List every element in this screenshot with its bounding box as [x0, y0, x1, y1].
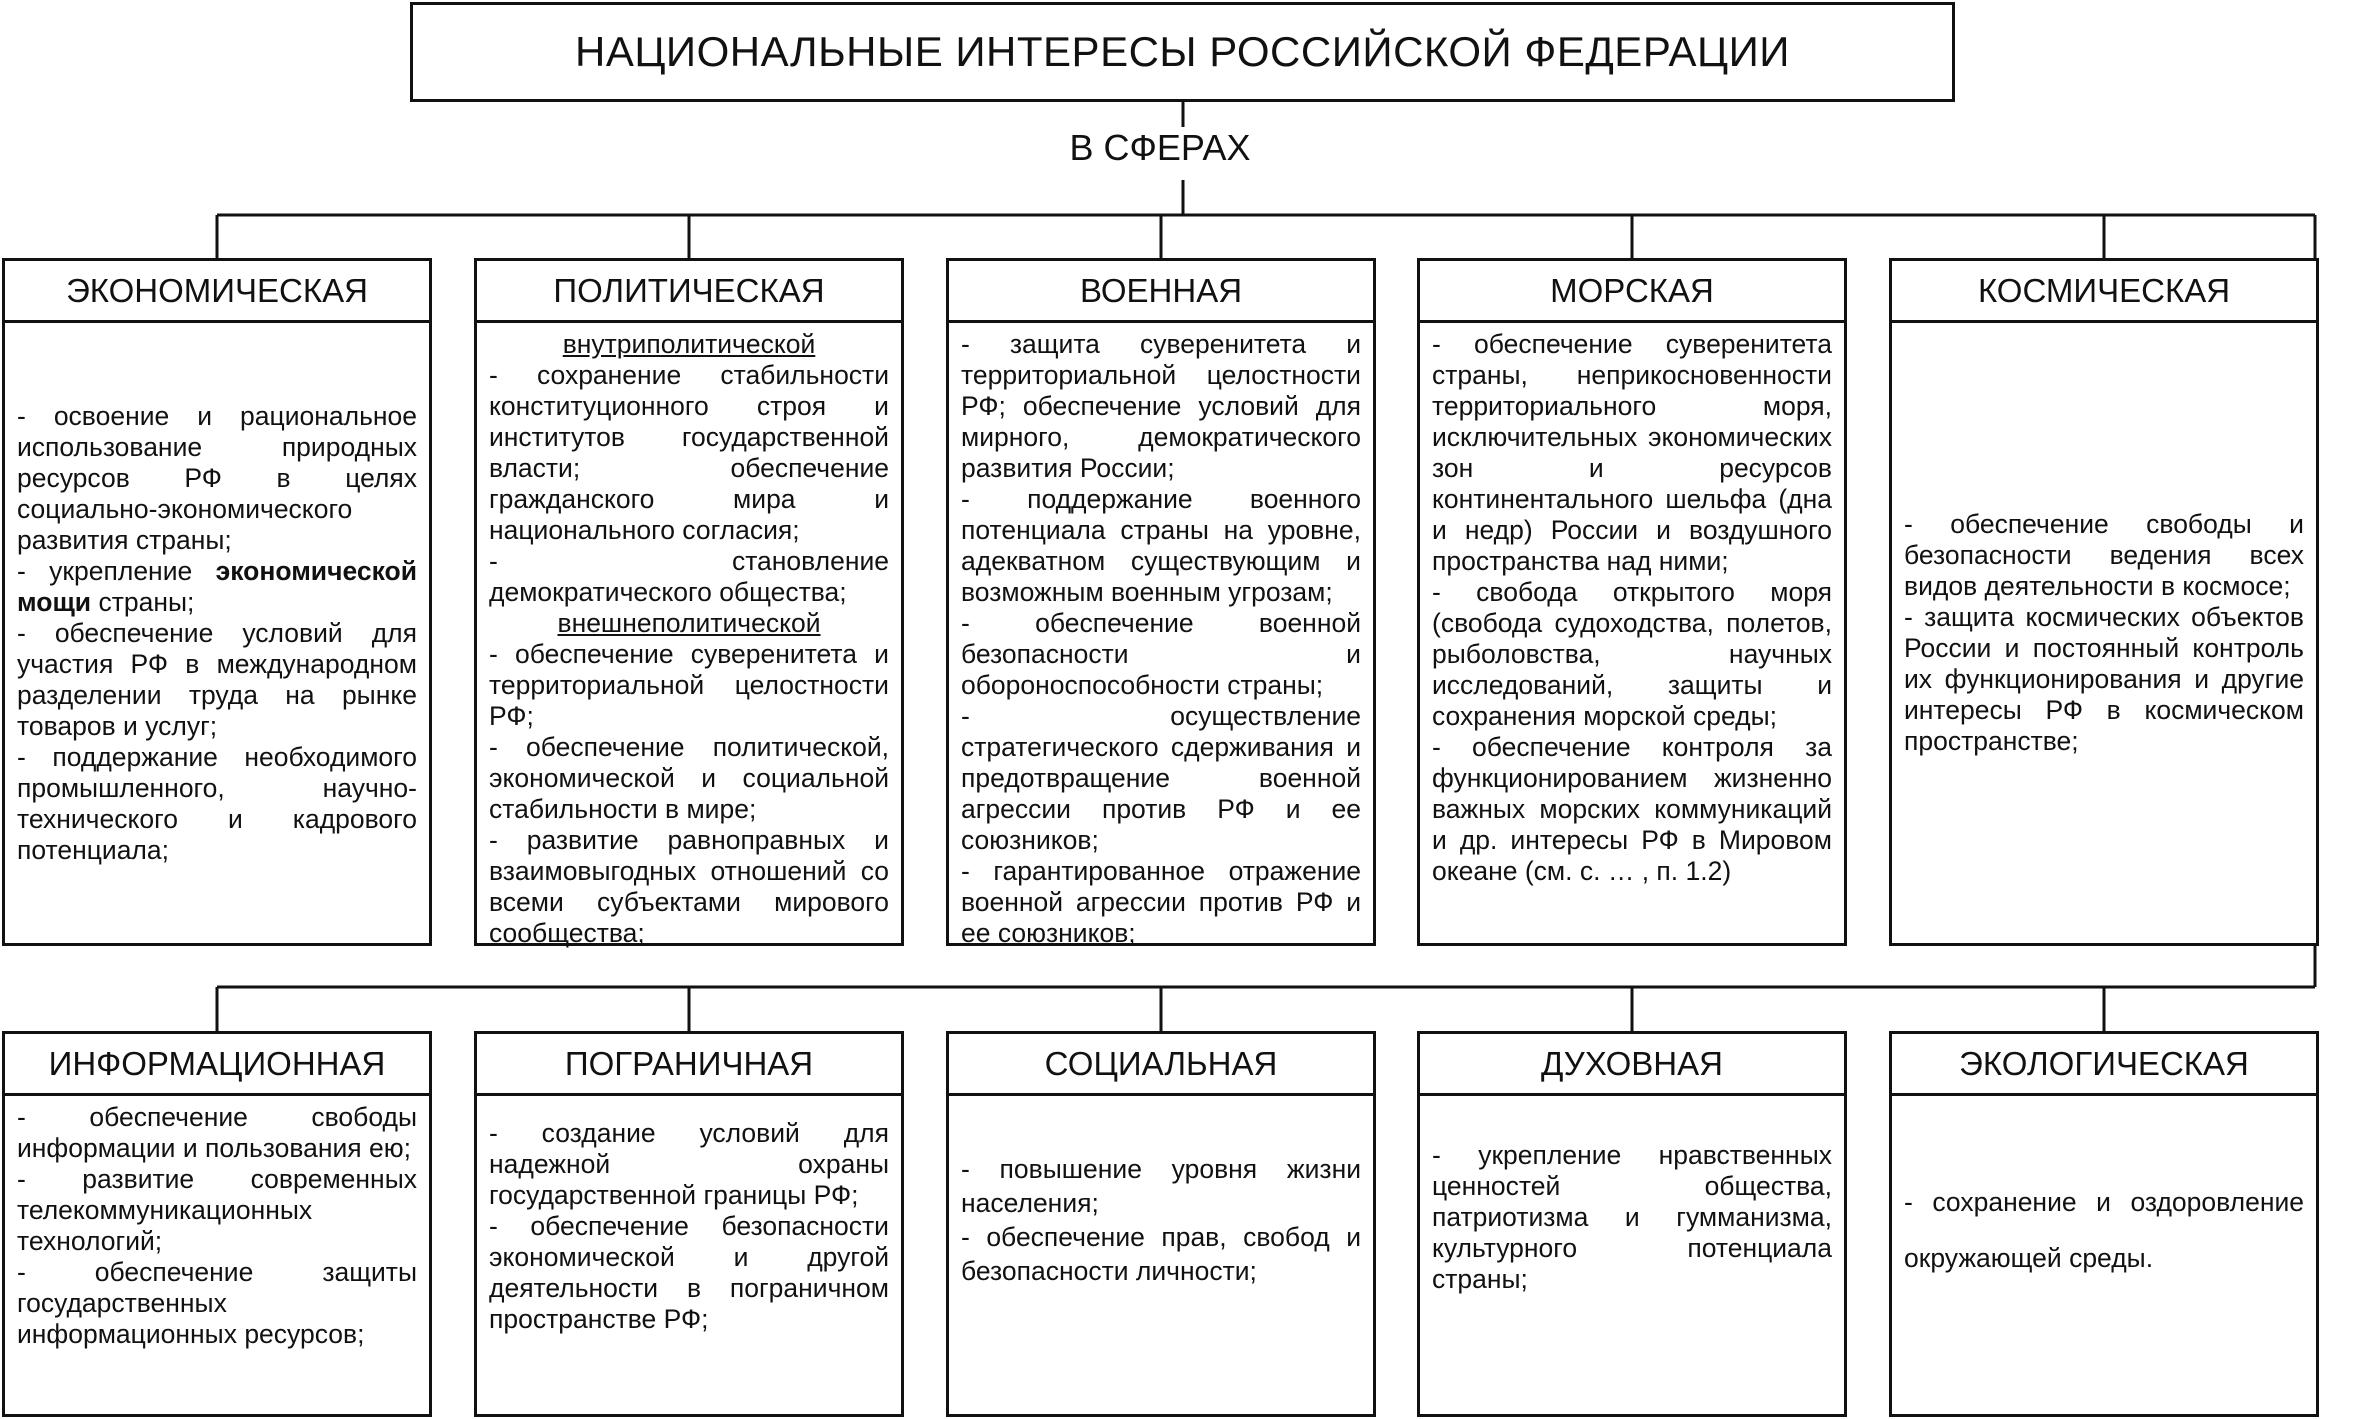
sphere-political-body [477, 323, 901, 948]
list-item: - создание условий для надежной охраны государственной границы РФ; [489, 1118, 889, 1210]
list-item: - защита суверенитета и территориальной целостности РФ; обеспечение условий для мирного, демократического развития России; [961, 329, 1361, 483]
list-item: - гарантированное отражение военной агрессии против РФ и ее союзников; [961, 856, 1361, 948]
sphere-ecological-body [1892, 1096, 2316, 1414]
sphere-information-body [5, 1096, 429, 1414]
subheading-external: внешнеполитической [557, 608, 821, 638]
sphere-information [2, 1031, 432, 1417]
list-item: - укрепление экономической мощи страны; [17, 555, 417, 617]
sphere-maritime-title: МОРСКАЯ [1420, 261, 1844, 323]
sphere-spiritual-body [1420, 1096, 1844, 1414]
sphere-information-title: ИНФОРМАЦИОННАЯ [5, 1034, 429, 1096]
sphere-military [946, 258, 1376, 946]
list-item: - обеспечение суверенитета страны, неприкосновенности территориального моря, исключительных экономических зон и ресурсов континентального шельфа (дна и недр) России и воздушного пространства над ними; [1432, 329, 1832, 576]
sphere-ecological [1889, 1031, 2319, 1417]
subheading-internal: внутриполитической [562, 329, 816, 359]
list-item: - обеспечение защиты государственных информационных ресурсов; [17, 1257, 417, 1349]
diagram-title: НАЦИОНАЛЬНЫЕ ИНТЕРЕСЫ РОССИЙСКОЙ ФЕДЕРАЦИИ [410, 2, 1955, 102]
sphere-economic [2, 258, 432, 946]
list-item: - обеспечение свободы информации и пользования ею; [17, 1102, 417, 1163]
sphere-border-title: ПОГРАНИЧНАЯ [477, 1034, 901, 1096]
sphere-spiritual-title: ДУХОВНАЯ [1420, 1034, 1844, 1096]
sphere-economic-body [5, 323, 429, 943]
list-item: - обеспечение условий для участия РФ в международном разделении труда на рынке товаров и услуг; [17, 617, 417, 741]
list-item: - развитие современных телекоммуникационных технологий; [17, 1164, 417, 1256]
sphere-political [474, 258, 904, 946]
list-item: - обеспечение безопасности экономической и другой деятельности в пограничном пространстве РФ; [489, 1211, 889, 1334]
spheres-label: В СФЕРАХ [1069, 127, 1251, 168]
list-item: - обеспечение суверенитета и территориальной целостности РФ; [489, 639, 889, 731]
sphere-border-body [477, 1096, 901, 1414]
sphere-space [1889, 258, 2319, 946]
list-item: - развитие равноправных и взаимовыгодных отношений со всеми субъектами мирового сообщества; [489, 825, 889, 948]
list-item: - обеспечение свободы и безопасности ведения всех видов деятельности в космосе; [1904, 509, 2304, 601]
sphere-economic-title: ЭКОНОМИЧЕСКАЯ [5, 261, 429, 323]
list-item: - обеспечение прав, свобод и безопасности личности; [961, 1222, 1361, 1286]
sphere-space-body [1892, 323, 2316, 943]
list-item: - сохранение и оздоровление окружающей среды. [1904, 1187, 2304, 1273]
list-item: - укрепление нравственных ценностей общества, патриотизма и гумманизма, культурного потенциала страны; [1432, 1140, 1832, 1294]
list-item: - становление демократического общества; [489, 546, 889, 607]
sphere-social [946, 1031, 1376, 1417]
list-item: - сохранение стабильности конституционного строя и институтов государственной власти; обеспечение гражданского мира и национального согласия; [489, 360, 889, 545]
sphere-ecological-title: ЭКОЛОГИЧЕСКАЯ [1892, 1034, 2316, 1096]
list-item: - обеспечение политической, экономической и социальной стабильности в мире; [489, 732, 889, 824]
list-item: - освоение и рациональное использование природных ресурсов РФ в целях социально-экономического развития страны; [17, 400, 417, 555]
list-item: - свобода открытого моря (свобода судоходства, полетов, рыболовства, научных исследований, защиты и сохранения морской среды; [1432, 577, 1832, 731]
sphere-social-body [949, 1096, 1373, 1414]
list-item: - поддержание военного потенциала страны на уровне, адекватном существующим и возможным военным угрозам; [961, 484, 1361, 607]
sphere-social-title: СОЦИАЛЬНАЯ [949, 1034, 1373, 1096]
sphere-spiritual [1417, 1031, 1847, 1417]
sphere-maritime [1417, 258, 1847, 946]
sphere-border [474, 1031, 904, 1417]
list-item: - обеспечение контроля за функционированием жизненно важных морских коммуникаций и др. интересы РФ в Мировом океане (см. с. … , п. 1.2) [1432, 732, 1832, 886]
sphere-maritime-body [1420, 323, 1844, 943]
list-item: - повышение уровня жизни населения; [961, 1154, 1361, 1218]
sphere-space-title: КОСМИЧЕСКАЯ [1892, 261, 2316, 323]
list-item: - защита космических объектов России и постоянный контроль их функционирования и другие интересы РФ в космическом пространстве; [1904, 602, 2304, 756]
sphere-military-title: ВОЕННАЯ [949, 261, 1373, 323]
list-item: - обеспечение военной безопасности и обороноспособности страны; [961, 608, 1361, 700]
sphere-political-title: ПОЛИТИЧЕСКАЯ [477, 261, 901, 323]
list-item: - поддержание необходимого промышленного, научно-технического и кадрового потенциала; [17, 741, 417, 865]
list-item: - осуществление стратегического сдерживания и предотвращение военной агрессии против РФ и ее союзников; [961, 701, 1361, 855]
sphere-military-body [949, 323, 1373, 948]
